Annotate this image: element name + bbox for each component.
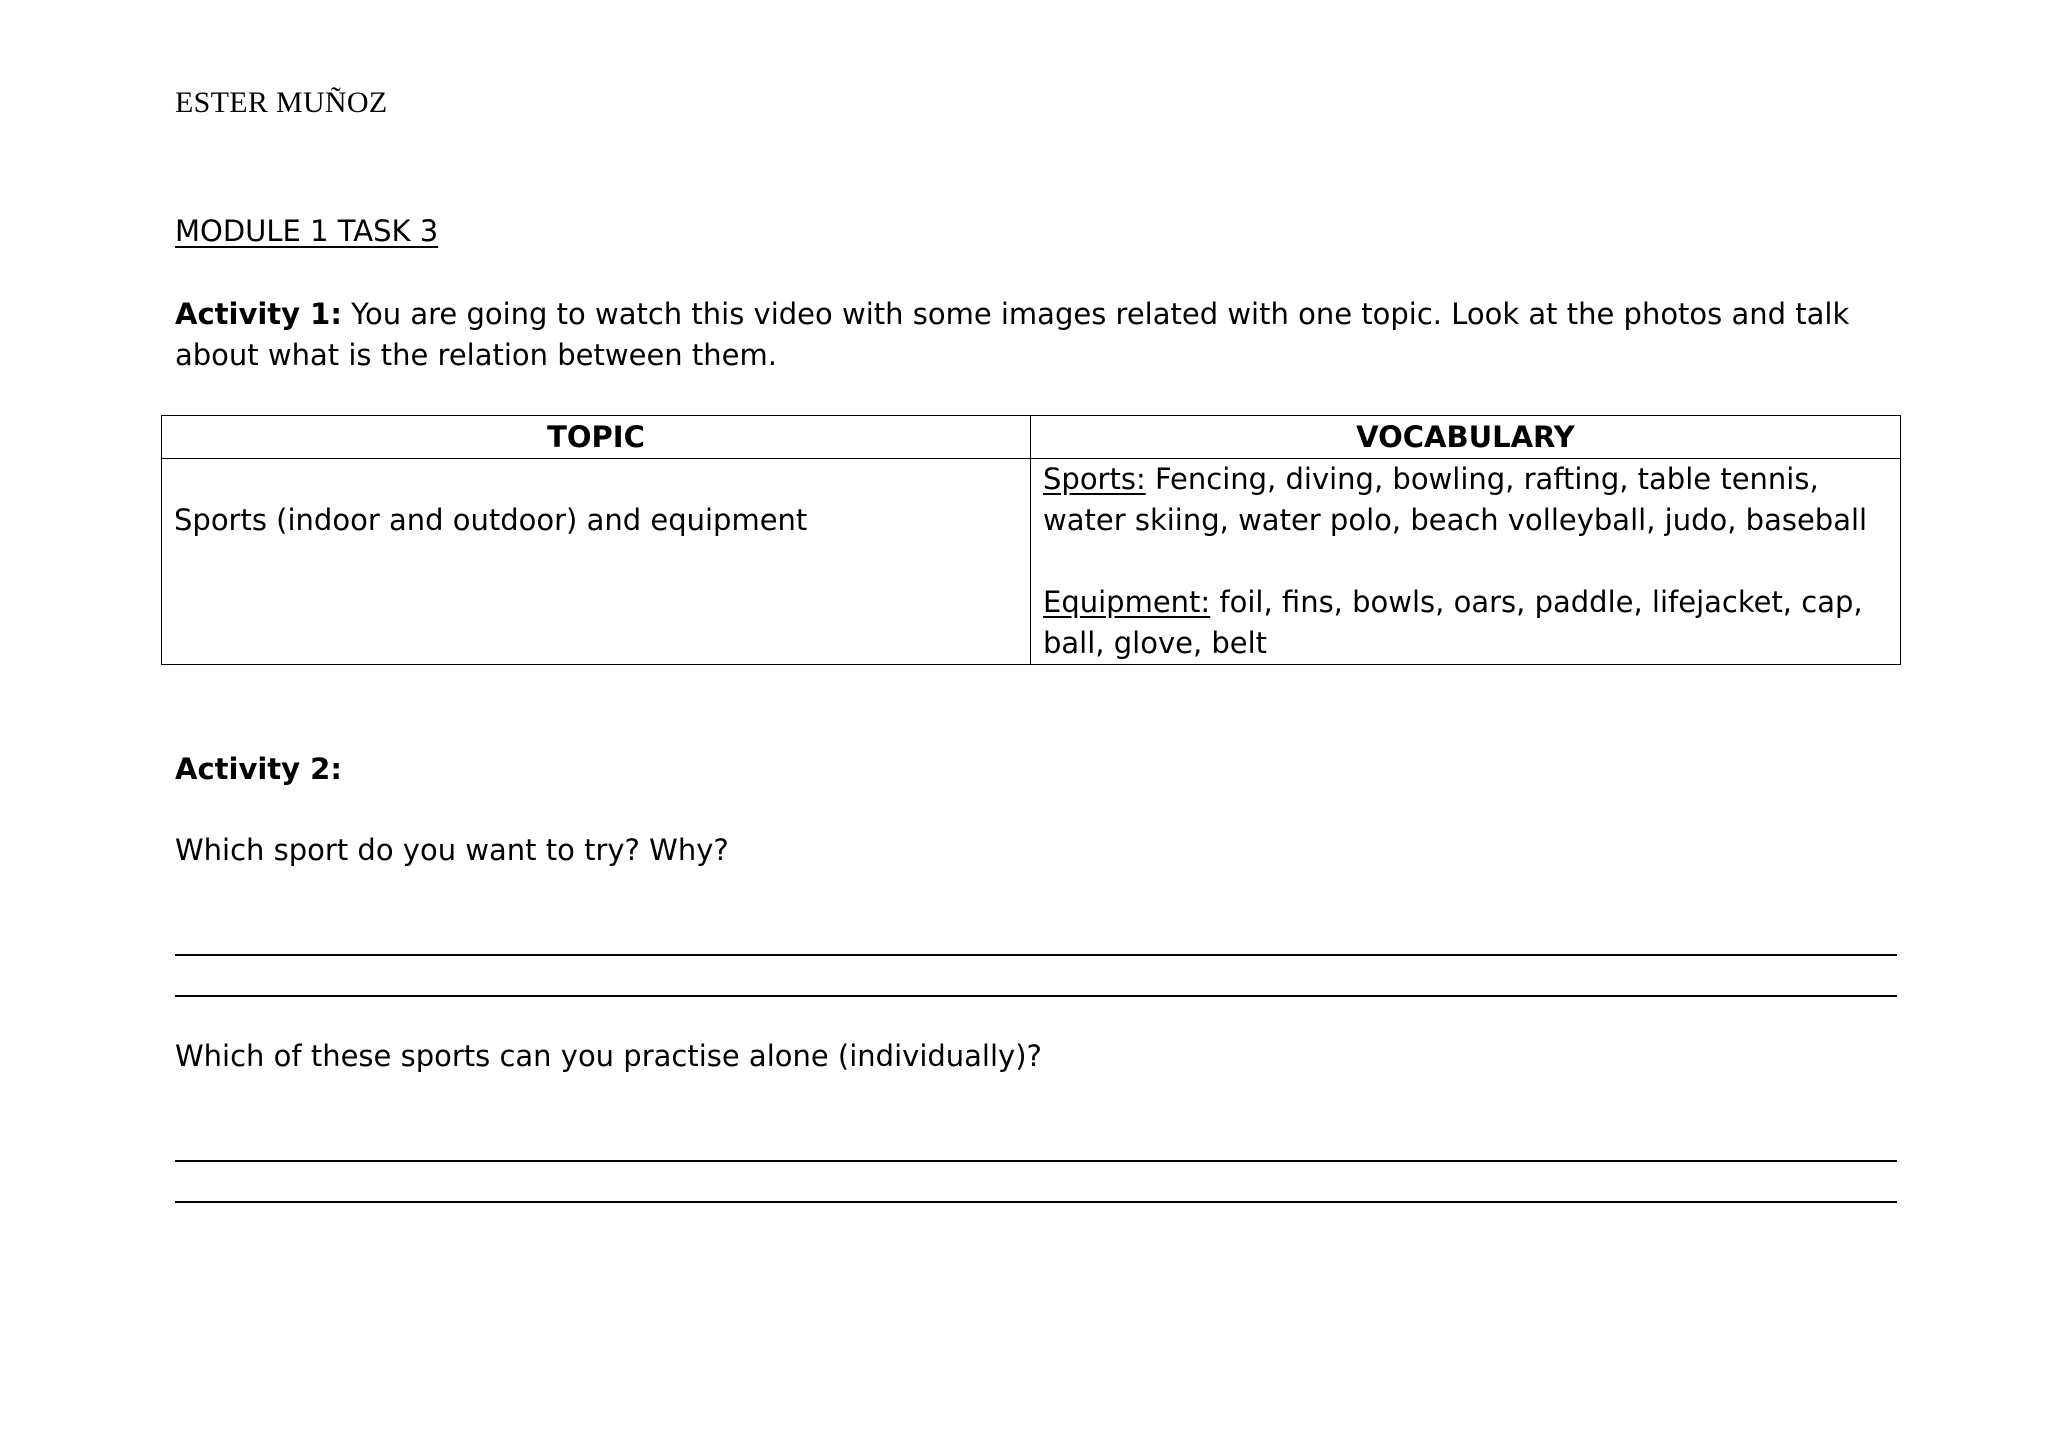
question-1: Which sport do you want to try? Why?	[175, 833, 729, 867]
vocabulary-header: VOCABULARY	[1031, 416, 1901, 459]
module-title: MODULE 1 TASK 3	[175, 214, 439, 248]
equipment-list: foil, fins, bowls, oars, paddle, lifejacket, cap, ball, glove, belt	[1043, 585, 1863, 660]
table-row	[162, 459, 1901, 665]
equipment-label: Equipment:	[1043, 585, 1211, 619]
question-2: Which of these sports can you practise alone (individually)?	[175, 1039, 1042, 1073]
equipment-entry	[1043, 582, 1888, 664]
vocabulary-cell	[1031, 459, 1901, 665]
vocabulary-table	[161, 415, 1901, 665]
topic-text: Sports (indoor and outdoor) and equipment	[174, 503, 808, 537]
answer-line[interactable]	[175, 1160, 1897, 1162]
entry-spacer	[1043, 541, 1888, 582]
sports-list: Fencing, diving, bowling, rafting, table tennis, water skiing, water polo, beach volleyball, judo, baseball	[1043, 462, 1868, 537]
table-header-row	[162, 416, 1901, 459]
activity-1-instructions	[175, 294, 1895, 376]
author-name: ESTER MUÑOZ	[175, 86, 388, 119]
sports-label: Sports:	[1043, 462, 1146, 496]
activity-2-label: Activity 2:	[175, 752, 342, 786]
answer-line[interactable]	[175, 1201, 1897, 1203]
activity-1-label: Activity 1:	[175, 297, 342, 331]
topic-header: TOPIC	[162, 416, 1031, 459]
topic-cell	[162, 459, 1031, 665]
activity-1-text: You are going to watch this video with some images related with one topic. Look at the photos and talk about what is the relation between them.	[175, 297, 1850, 372]
answer-line[interactable]	[175, 995, 1897, 997]
answer-line[interactable]	[175, 954, 1897, 956]
sports-entry	[1043, 459, 1888, 541]
